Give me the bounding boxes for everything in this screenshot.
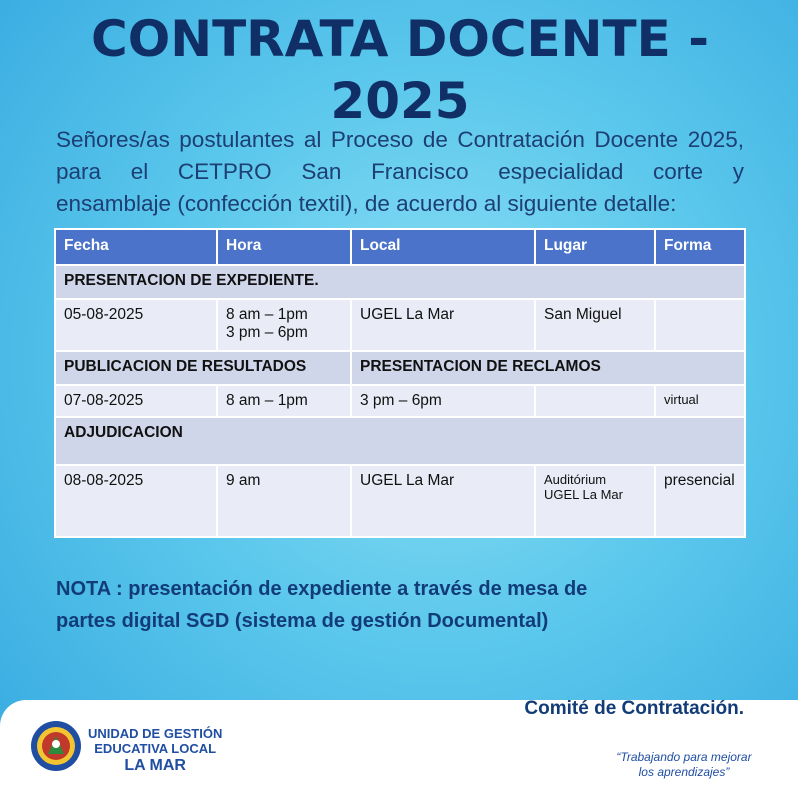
table-header-row	[55, 229, 745, 265]
header-hora: Hora	[217, 229, 351, 265]
section-presentacion: PRESENTACION DE EXPEDIENTE.	[55, 265, 745, 299]
section-row	[55, 417, 745, 465]
org-line-3: LA MAR	[124, 757, 186, 774]
title-line-2: 2025	[330, 72, 470, 130]
org-line-2: EDUCATIVA LOCAL	[94, 741, 217, 756]
cell-lugar	[535, 465, 655, 537]
cell-lugar	[535, 385, 655, 417]
section-adjudicacion: ADJUDICACION	[55, 417, 745, 465]
slogan-line-1: “Trabajando para mejorar	[616, 750, 752, 764]
section-reclamos: PRESENTACION DE RECLAMOS	[351, 351, 745, 385]
title-line-1: CONTRATA DOCENTE -	[91, 10, 709, 68]
slogan-line-2: los aprendizajes”	[638, 765, 730, 779]
cell-hora: 8 am – 1pm	[217, 385, 351, 417]
cell-local: UGEL La Mar	[351, 299, 535, 351]
section-row	[55, 351, 745, 385]
cell-local: UGEL La Mar	[351, 465, 535, 537]
cell-forma	[655, 299, 745, 351]
table-row	[55, 385, 745, 417]
intro-line-3: ensamblaje (confección textil), de acuerdo al siguiente detalle:	[56, 191, 677, 216]
intro-line-1: Señores/as postulantes al Proceso de Contratación Docente	[56, 127, 679, 152]
cell-local: 3 pm – 6pm	[351, 385, 535, 417]
header-fecha: Fecha	[55, 229, 217, 265]
header-local: Local	[351, 229, 535, 265]
cell-hora	[217, 299, 351, 351]
cell-fecha: 07-08-2025	[55, 385, 217, 417]
org-name	[88, 726, 222, 776]
cell-hora-line-1: 8 am – 1pm	[226, 306, 308, 323]
section-row	[55, 265, 745, 299]
cell-forma: virtual	[655, 385, 745, 417]
page-title	[40, 8, 760, 132]
ugel-logo-icon	[30, 720, 82, 772]
nota-text	[56, 573, 716, 637]
header-lugar: Lugar	[535, 229, 655, 265]
cell-lugar-line-1: Auditórium	[544, 472, 607, 487]
cell-lugar-line-2: UGEL La Mar	[544, 487, 623, 502]
table-row	[55, 299, 745, 351]
slogan-text	[604, 750, 764, 780]
cell-hora-line-2: 3 pm – 6pm	[226, 324, 308, 341]
comite-signature: Comité de Contratación.	[524, 698, 744, 719]
cell-hora: 9 am	[217, 465, 351, 537]
section-publicacion: PUBLICACION DE RESULTADOS	[55, 351, 351, 385]
schedule-table	[54, 228, 746, 538]
cell-fecha: 08-08-2025	[55, 465, 217, 537]
cell-forma: presencial	[655, 465, 745, 537]
intro-line-2: 2025, para el CETPRO San Francisco especialidad corte y	[56, 127, 744, 184]
org-line-1: UNIDAD DE GESTIÓN	[88, 726, 223, 741]
intro-paragraph	[56, 124, 744, 220]
header-forma: Forma	[655, 229, 745, 265]
table-row	[55, 465, 745, 537]
nota-line-1: NOTA : presentación de expediente a través de mesa de	[56, 578, 588, 600]
cell-fecha: 05-08-2025	[55, 299, 217, 351]
cell-lugar: San Miguel	[535, 299, 655, 351]
nota-line-2: partes digital SGD (sistema de gestión Documental)	[56, 610, 549, 632]
